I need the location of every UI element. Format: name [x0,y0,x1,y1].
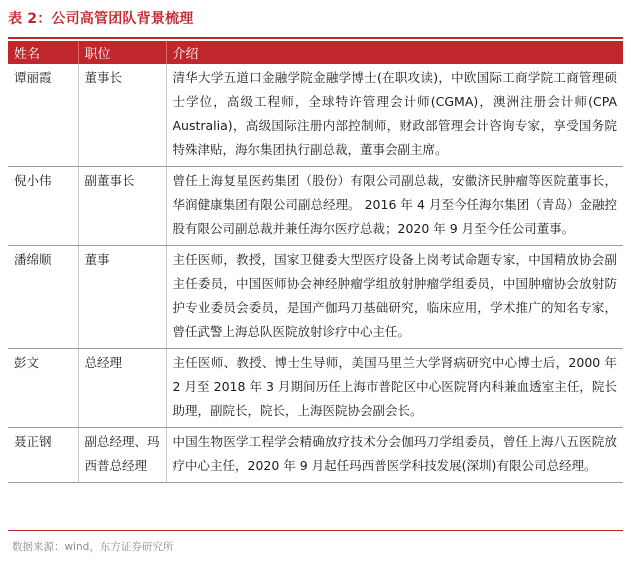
table-title: 表 2：公司高管团队背景梳理 [8,11,194,27]
cell-intro: 中国生物医学工程学会精确放疗技术分会伽玛刀学组委员，曾任上海八五医院放疗中心主任，2020 年 9 月起任玛西普医学科技发展(深圳)有限公司总经理。 [166,428,623,483]
cell-name: 谭丽霞 [8,64,78,167]
cell-intro: 曾任上海复星医药集团（股份）有限公司副总裁，安徽济民肿瘤等医院董事长，华润健康集团有限公司副总经理。 2016 年 4 月至今任海尔集团（青岛）金融控股有限公司副总裁并兼任海尔医疗总裁；2020 年 9 月至今任公司董事。 [166,167,623,246]
cell-position: 副总经理、玛西普总经理 [78,428,166,483]
header-name: 姓名 [8,41,78,64]
executive-table [8,41,623,483]
header-position: 职位 [78,41,166,64]
cell-position: 董事长 [78,64,166,167]
table-row [8,64,623,167]
cell-intro: 主任医师、教授、博士生导师，美国马里兰大学肾病研究中心博士后，2000 年 2 月至 2018 年 3 月期间历任上海市普陀区中心医院肾内科兼血透室主任，院长助理，副院长，院长，上海医院协会副会长。 [166,349,623,428]
title-divider [8,37,623,39]
cell-name: 聂正钢 [8,428,78,483]
cell-position: 总经理 [78,349,166,428]
table-row [8,246,623,349]
cell-name: 潘绵顺 [8,246,78,349]
source-note: 数据来源：wind，东方证券研究所 [12,541,174,553]
table-row [8,167,623,246]
cell-intro: 主任医师，教授，国家卫健委大型医疗设备上岗考试命题专家，中国精放协会副主任委员，中国医师协会神经肿瘤学组放射肿瘤学组委员，中国肿瘤协会放射防护专业委员会委员，是国产伽玛刀基础研究，临床应用，学术推广的知名专家，曾任武警上海总队医院放射诊疗中心主任。 [166,246,623,349]
table-row [8,428,623,483]
cell-position: 副董事长 [78,167,166,246]
cell-position: 董事 [78,246,166,349]
cell-name: 彭文 [8,349,78,428]
cell-intro: 清华大学五道口金融学院金融学博士(在职攻读)，中欧国际工商学院工商管理硕士学位，高级工程师，全球特许管理会计师(CGMA)，澳洲注册会计师(CPA Australia)，高级国际注册内部控制师，财政部管理会计咨询专家，享受国务院特殊津贴，海尔集团执行副总裁，董事会副主席。 [166,64,623,167]
table-row [8,349,623,428]
header-row [8,41,623,64]
footer-divider [8,530,623,531]
cell-name: 倪小伟 [8,167,78,246]
header-intro: 介绍 [166,41,623,64]
